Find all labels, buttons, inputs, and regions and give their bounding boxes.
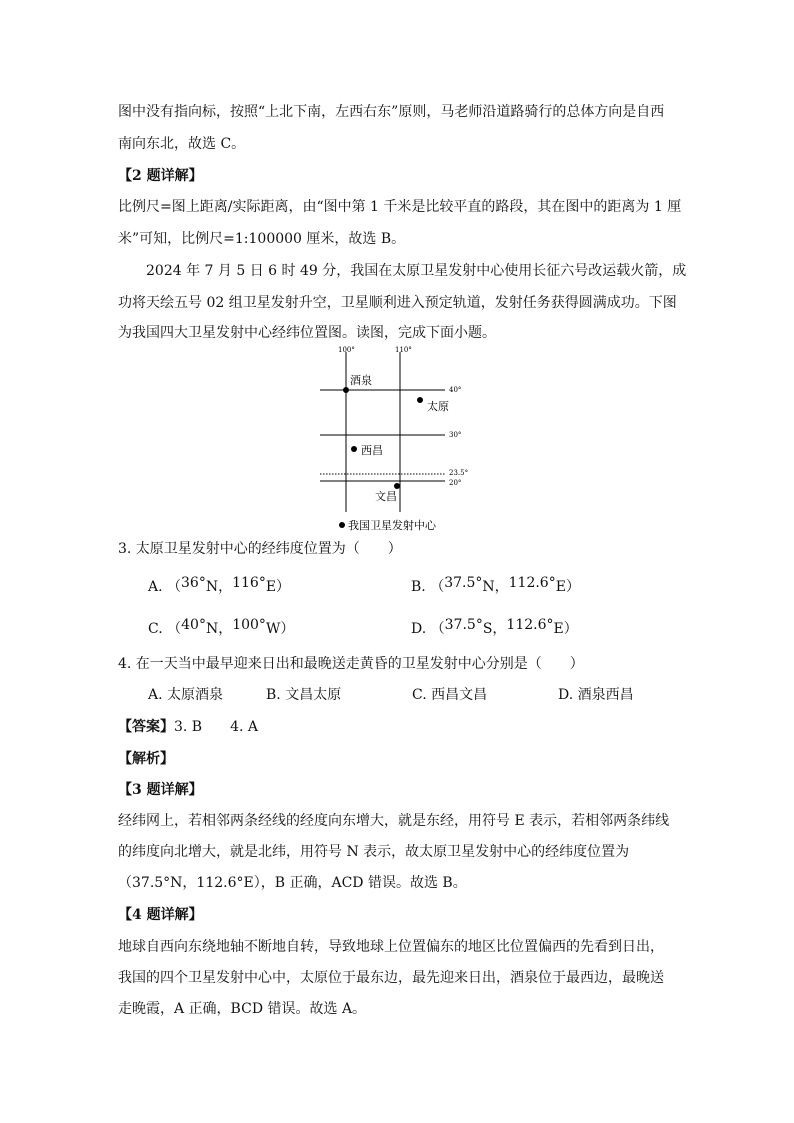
analysis-label: 【解析】 [118,751,174,767]
answer-line [118,718,258,736]
q4-option-a: A. 太原酒泉 [148,687,224,703]
site-label-wenchang: 文昌 [375,490,397,503]
site-label-taiyuan: 太原 [427,400,449,413]
lat-label-40: 40° [449,386,462,394]
paragraph-line: 功将天绘五号 02 组卫星发射升空，卫星顺利进入预定轨道，发射任务获得圆满成功。下图 [118,295,677,311]
lat-label-23-5: 23.5° [449,469,469,477]
lat-label-20: 20° [449,479,462,487]
answer-label: 【答案】 [118,719,174,735]
site-marker-taiyuan [417,397,423,403]
paragraph-line: 图中没有指向标，按照“上北下南，左西右东”原则，马老师沿道路骑行的总体方向是自西 [118,104,665,120]
q4-option-c: C. 西昌文昌 [412,687,488,703]
lon-label-100: 100° [338,346,355,354]
question-3-stem: 3. 太原卫星发射中心的经纬度位置为（ ） [118,541,402,557]
site-label-jiuquan: 酒泉 [350,374,372,387]
paragraph-line: 为我国四大卫星发射中心经纬位置图。读图，完成下面小题。 [118,325,496,341]
option-letter: D. [411,621,427,637]
paragraph-line: 南向东北，故选 C。 [118,136,246,152]
section-heading: 【2 题详解】 [118,168,203,184]
question-4-stem: 4. 在一天当中最早迎来日出和最晚送走黄昏的卫星发射中心分别是（ ） [118,656,584,672]
site-marker-jiuquan [343,387,349,393]
paragraph-line: 2024 年 7 月 5 日 6 时 49 分，我国在太原卫星发射中心使用长征六号改运载火箭，成 [146,263,687,279]
launch-center-map [300,340,500,540]
lon-label-110: 110° [395,346,412,354]
answer-3: 3. B [174,719,203,735]
option-letter: C. [148,621,163,637]
site-marker-xichang [351,446,357,452]
legend-label: 我国卫星发射中心 [348,519,436,532]
paragraph-line: 米”可知，比例尺=1:100000 厘米，故选 B。 [118,231,406,247]
paragraph-line: 经纬网上，若相邻两条经线的经度向东增大，就是东经，用符号 E 表示，若相邻两条纬线 [118,813,670,829]
paragraph-line: 的纬度向北增大，就是北纬，用符号 N 表示，故太原卫星发射中心的经纬度位置为 [118,844,630,860]
lat-label-30: 30° [449,431,462,439]
site-label-xichang: 西昌 [361,444,383,457]
section-heading: 【3 题详解】 [118,782,203,798]
paragraph-line: 我国的四个卫星发射中心中，太原位于最东边，最先迎来日出，酒泉位于最西边，最晚送 [118,970,664,986]
legend-marker [339,522,345,528]
q4-option-b: B. 文昌太原 [266,687,342,703]
q3-option-a: A. （36°N，116°E） [148,575,291,595]
option-letter: B. [411,579,426,595]
section-heading: 【4 题详解】 [118,907,203,923]
q3-option-c: C. （40°N，100°W） [148,617,295,637]
q3-option-b: B. （37.5°N，112.6°E） [411,575,580,595]
option-letter: A. [148,579,163,595]
q3-option-d: D. （37.5°S，112.6°E） [411,617,578,637]
paragraph-line: 比例尺=图上距离/实际距离，由“图中第 1 千米是比较平直的路段，其在图中的距离为 1 厘 [118,199,682,215]
q4-option-d: D. 酒泉西昌 [558,687,634,703]
answer-4: 4. A [230,719,259,735]
paragraph-line: 地球自西向东绕地轴不断地自转，导致地球上位置偏东的地区比位置偏西的先看到日出， [118,939,664,955]
paragraph-line: （37.5°N，112.6°E），B 正确，ACD 错误。故选 B。 [118,875,467,891]
site-marker-wenchang [394,483,400,489]
paragraph-line: 走晚霞，A 正确，BCD 错误。故选 A。 [118,1001,367,1017]
